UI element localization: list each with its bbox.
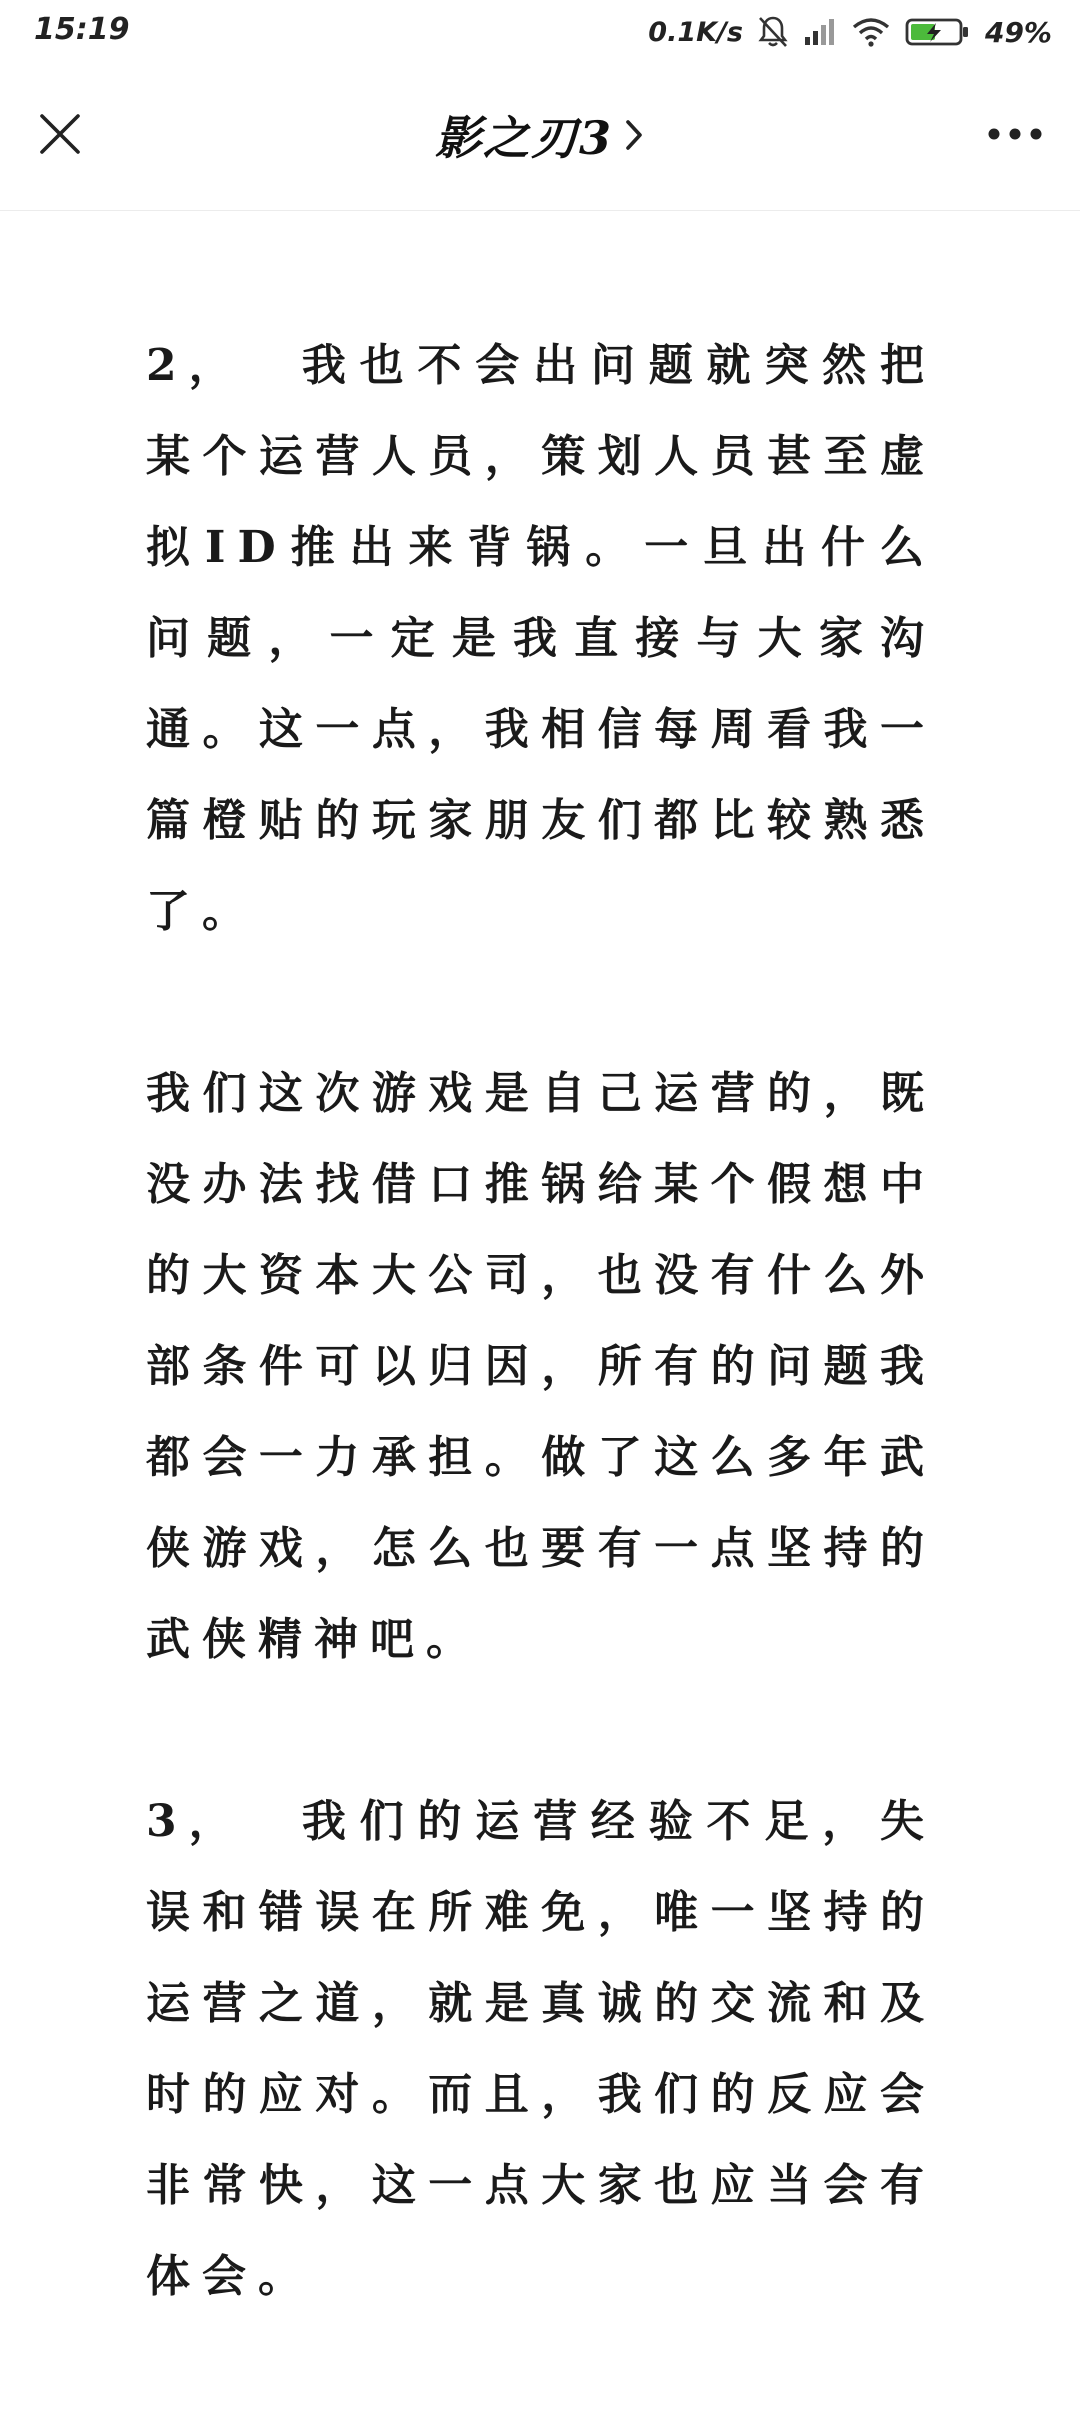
battery-percent: 49% — [984, 15, 1052, 49]
signal-icon — [803, 17, 837, 47]
article-paragraph — [146, 320, 936, 957]
more-button[interactable] — [980, 104, 1050, 164]
mute-bell-icon — [757, 15, 789, 49]
nav-bar — [0, 64, 1080, 211]
paragraph-number: 3， — [146, 1796, 245, 1847]
battery-charging-icon — [905, 17, 971, 47]
chevron-right-icon — [623, 117, 645, 153]
paragraph-number: 2， — [146, 340, 245, 391]
paragraph-text: 我们的运营经验不足，失误和错误在所难免，唯一坚持的运营之道，就是真诚的交流和及时的应对。而且，我们的反应会非常快，这一点大家也应当会有体会。 — [146, 1796, 936, 2302]
page-title: 影之刃3 — [434, 111, 613, 165]
paragraph-text: 我们这次游戏是自己运营的，既没办法找借口推锅给某个假想中的大资本大公司，也没有什么外部条件可以归因，所有的问题我都会一力承担。做了这么多年武侠游戏，怎么也要有一点坚持的武侠精神吧。 — [146, 1068, 936, 1665]
wifi-icon — [851, 16, 891, 48]
more-dots-icon — [987, 127, 1043, 141]
page-title-link[interactable] — [0, 100, 1080, 170]
article-paragraph — [146, 1776, 936, 2322]
status-bar — [0, 0, 1080, 64]
article-body — [146, 320, 936, 2413]
status-time: 15:19 — [34, 12, 130, 47]
article-paragraph — [146, 1048, 936, 1685]
network-speed: 0.1K/s — [648, 16, 743, 48]
paragraph-text: 我也不会出问题就突然把某个运营人员，策划人员甚至虚拟ID推出来背锅。一旦出什么问题，一定是我直接与大家沟通。这一点，我相信每周看我一篇橙贴的玩家朋友们都比较熟悉了。 — [146, 340, 936, 937]
status-indicators — [648, 10, 1052, 54]
